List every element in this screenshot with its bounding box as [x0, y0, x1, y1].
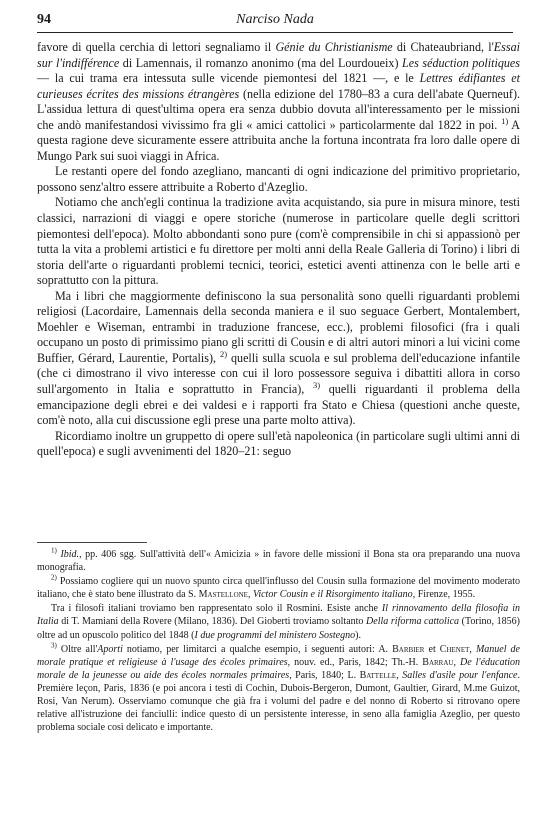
footnote-ref-1: 1) [501, 115, 509, 126]
paragraph-4: Ma i libri che maggiormente definiscono la sua personalità sono quelli riguardanti problemi religiosi (Lacordaire, Lamennais della seconda maniera e il suo seguace Gerbert, Montalembert, Moehler e Wiseman, entrambi in traduzione francese, ecc.), problemi filosofici (fra i quali occupano un posto di primissimo piano gli scritti di Cousin e di altri autori minori a lui vicini come Buffier, Gérard, Laurentie, Portalis), $^{2)}$ quelli sulla scuola e sul problema dell'educazione infantile (che ci dimostrano il vivo interesse con cui il loro possessore seguiva i dibattiti allora in corso sull'argomento in Italia e soprattutto in Francia), $^{3)}$ quelli riguardanti il problema della emancipazione degli ebrei e dei valdesi e i rapporti fra Stato e Chiesa (questioni anche queste, com'è noto, alla cui discussione egli prese una parte molto attiva). [37, 288, 520, 428]
main-text [37, 40, 520, 460]
paragraph-5: Ricordiamo inoltre un gruppetto di opere sull'età napoleonica (in particolare sugli ultimi anni di quell'epoca) e sugli avvenimenti del 1820–21: seguo [37, 428, 520, 459]
page-header [37, 10, 513, 33]
footnote-1: $^{1)}$ Ibid., pp. 406 sgg. Sull'attività dell'« Amicizia » in favore delle missioni il Bona sta ora preparando una nuova monografia. [37, 546, 521, 574]
page-number: 94 [37, 12, 51, 27]
footnote-2: $^{2)}$ Possiamo cogliere qui un nuovo spunto circa quell'influsso del Cousin sulla formazione del movimento moderato italiano, che è stato bene illustrato da S. Mastellone, Victor Cousin e il Risorgimento italiano, Firenze, 1955. [37, 573, 520, 601]
running-title: Narciso Nada [236, 12, 314, 27]
paragraph-2: Le restanti opere del fondo azegliano, mancanti di ogni indicazione del primitivo proprietario, possono senz'altro essere attribuite a Roberto d'Azeglio. [37, 164, 520, 194]
footnotes [37, 548, 520, 735]
paragraph-1: favore di quella cerchia di lettori segnaliamo il Génie du Christianisme di Chateaubriand, l'Essai sur l'indifférence di Lamennais, il romanzo anonimo (ma del Lourdoueix) Les séduction politiques — la cui trama era intessuta sulle vicende piemontesi del 1821 —, e le Lettres édifiantes et curieuses écrites des missions étrangères (nella edizione del 1780–83 a cura dell'abate Querneuf). L'assidua lettura di quest'ultima opera era senza dubbio dovuta all'interessamento per le missioni che andò manifestandosi vivissimo fra gli « amici cattolici » particolarmente dal 1822 in poi. $^{1)}$ A questa ragione deve sicuramente essere attribuita anche la fortuna incontrata fra loro dalle opere di Mungo Park sui suoi viaggi in Africa. [37, 40, 520, 163]
paragraph-3: Notiamo che anch'egli continua la tradizione avita acquistando, sia pure in misura minore, testi classici, narrazioni di viaggi e opere storiche (numerose in particolare quelle degli scrittori piemontesi dell'epoca). Molto abbondanti sono pure (com'è comprensibile in chi si appassionò per tutta la vita a problemi artistici e fu direttore per molti anni della Reale Galleria di Torino) i libri di storia dell'arte o riguardanti problemi tecnici, teorici, estetici aventi attinenza con le belle arti e soprattutto con la pittura. [37, 195, 520, 288]
footnote-ref-2: 2) [219, 348, 228, 359]
footnote-ref-3: 3) [313, 380, 321, 390]
footnote-2-continued: Tra i filosofi italiani troviamo ben rappresentato solo il Rosmini. Esiste anche Il rinnovamento della filosofia in Italia di T. Mamiani della Rovere (Milano, 1836). Del Gioberti troviamo soltanto Della riforma cattolica (Torino, 1856) oltre ad un opuscolo politico del 1848 (I due programmi del ministero Sostegno). [37, 603, 520, 641]
footnote-3: $^{3)}$ Oltre all'Aporti notiamo, per limitarci a qualche esempio, i seguenti autori: A. Barbier et Chenet, Manuel de morale pratique et religieuse à l'usage des écoles primaires, nouv. ed., Paris, 1842; Th.-H. Barrau, De l'éducation morale de la jeunesse ou aide des écoles normales primaires, Paris, 1840; L. Battelle, Salles d'asile pour l'enfance. Première leçon, Paris, 1836 (e poi ancora i testi di Cochin, Dubois-Bergeron, Dumont, Gaultier, Girard, M.me Guizot, Rosi, Van Nerum). Osserviamo comunque che già fra i volumi del padre e del nonno di Roberto si ritrovano opere relative all'istruzione dei fanciulli: indice questo di un persistente interesse, in seno alla famiglia Azeglio, per questo problema sociale così delicato e importante. [37, 641, 521, 734]
footnote-separator [37, 542, 147, 543]
